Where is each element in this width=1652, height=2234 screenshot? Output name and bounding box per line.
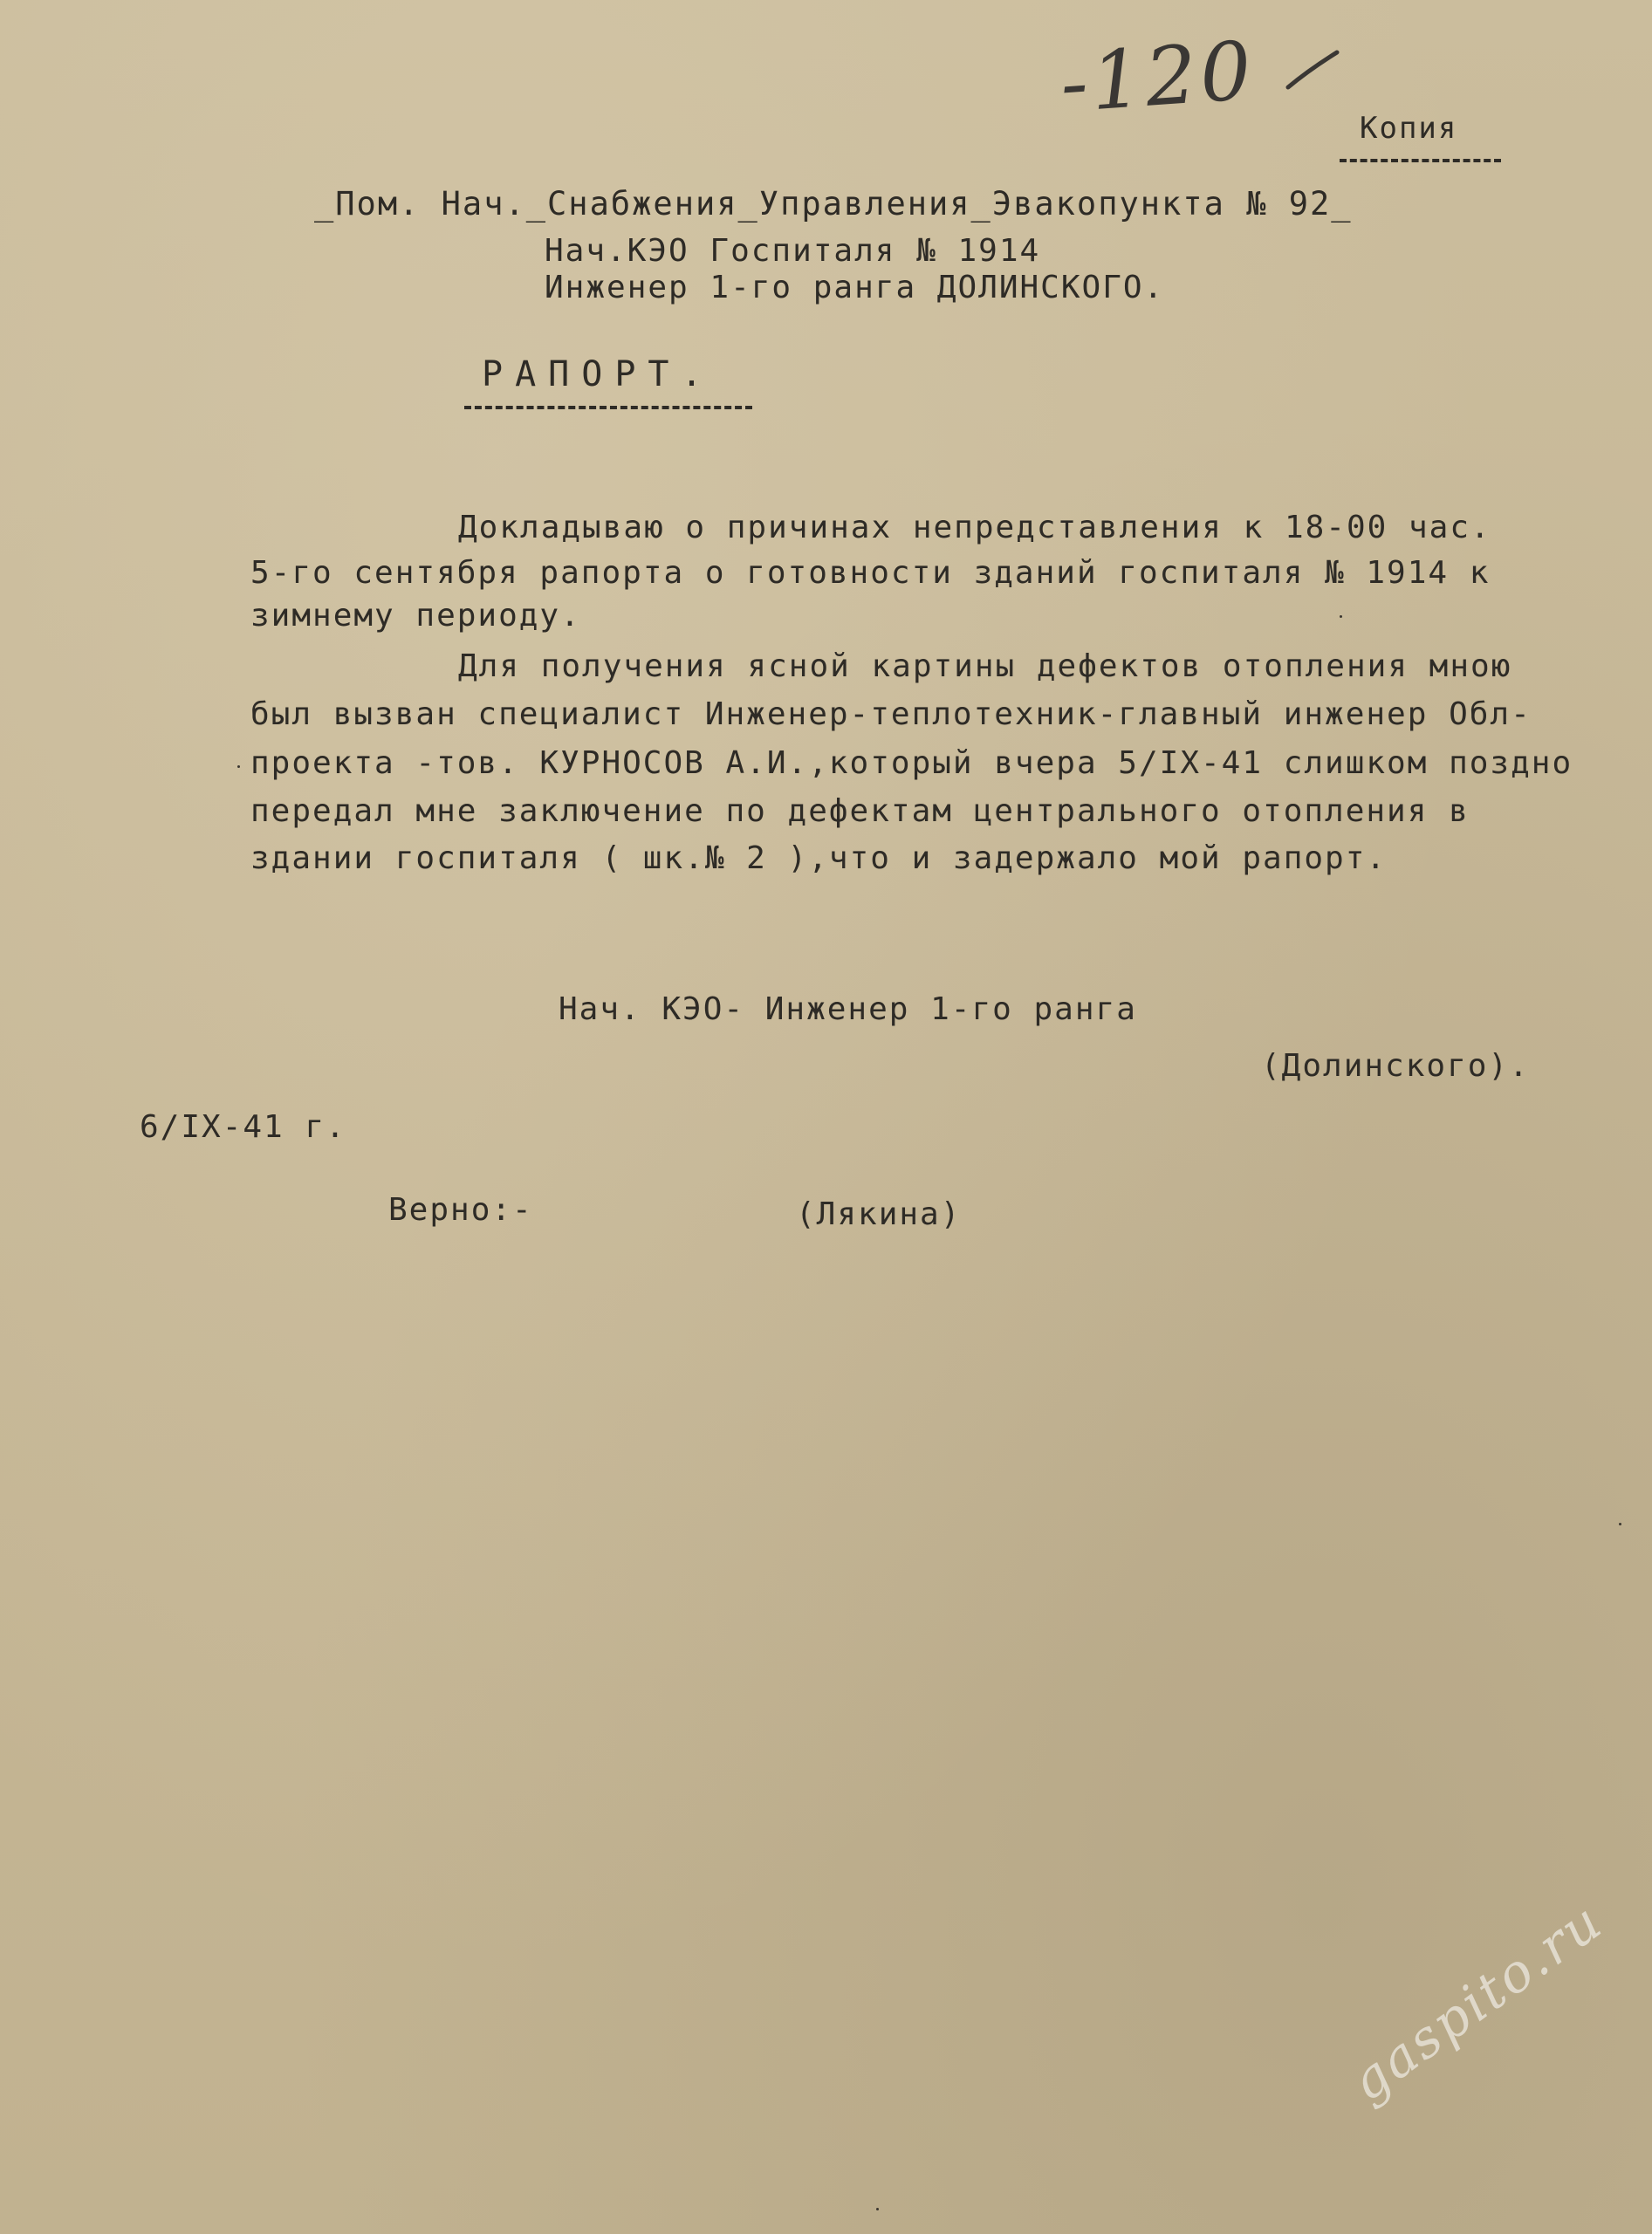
copy-underline [1340,159,1501,162]
addressee-line: _Пом. Нач._Снабжения_Управления_Эвакопункта № 92_ [314,185,1353,223]
paragraph-2-line-5: здании госпиталя ( шк.№ 2 ),что и задержало мой рапорт. [250,840,1388,876]
signatory-title: Нач. КЭО- Инженер 1-го ранга [559,991,1137,1027]
paragraph-2-line-4: передал мне заключение по дефектам центрального отопления в [250,793,1470,829]
paragraph-2-line-1: Для получения ясной картины дефектов отопления мною [458,648,1512,684]
signatory-name: (Долинского). [1261,1048,1530,1084]
paragraph-1-line-2: 5-го сентября рапорта о готовности зданий госпиталя № 1914 к [250,555,1491,591]
paragraph-1-line-3: зимнему периоду. [250,598,581,634]
copy-label: Копия [1360,111,1458,146]
sender-line-1: Нач.КЭО Госпиталя № 1914 [545,233,1041,269]
ink-speck [876,2208,879,2210]
paragraph-1-line-1: Докладываю о причинах непредставления к 18-00 час. [458,510,1491,545]
paragraph-2-line-3: проекта -тов. КУРНОСОВ А.И.,который вчера 5/IX-41 слишком поздно [250,745,1573,781]
verifier-name: (Лякина) [796,1196,962,1232]
ink-speck [237,765,240,768]
watermark: gaspito.ru [1340,1890,1614,2114]
verification-label: Верно:- [388,1192,533,1228]
handwritten-tick-icon [1283,45,1344,98]
paragraph-2-line-2: был вызван специалист Инженер-теплотехник-главный инженер Обл- [250,696,1532,732]
title-underline [464,406,752,409]
archive-page-number: -120 [1057,24,1258,131]
sender-line-2: Инженер 1-го ранга ДОЛИНСКОГО. [545,270,1165,305]
ink-speck [1619,1523,1621,1525]
ink-speck [1340,615,1342,618]
document-title: РАПОРТ. [482,354,715,394]
document-date: 6/IX-41 г. [140,1109,346,1145]
